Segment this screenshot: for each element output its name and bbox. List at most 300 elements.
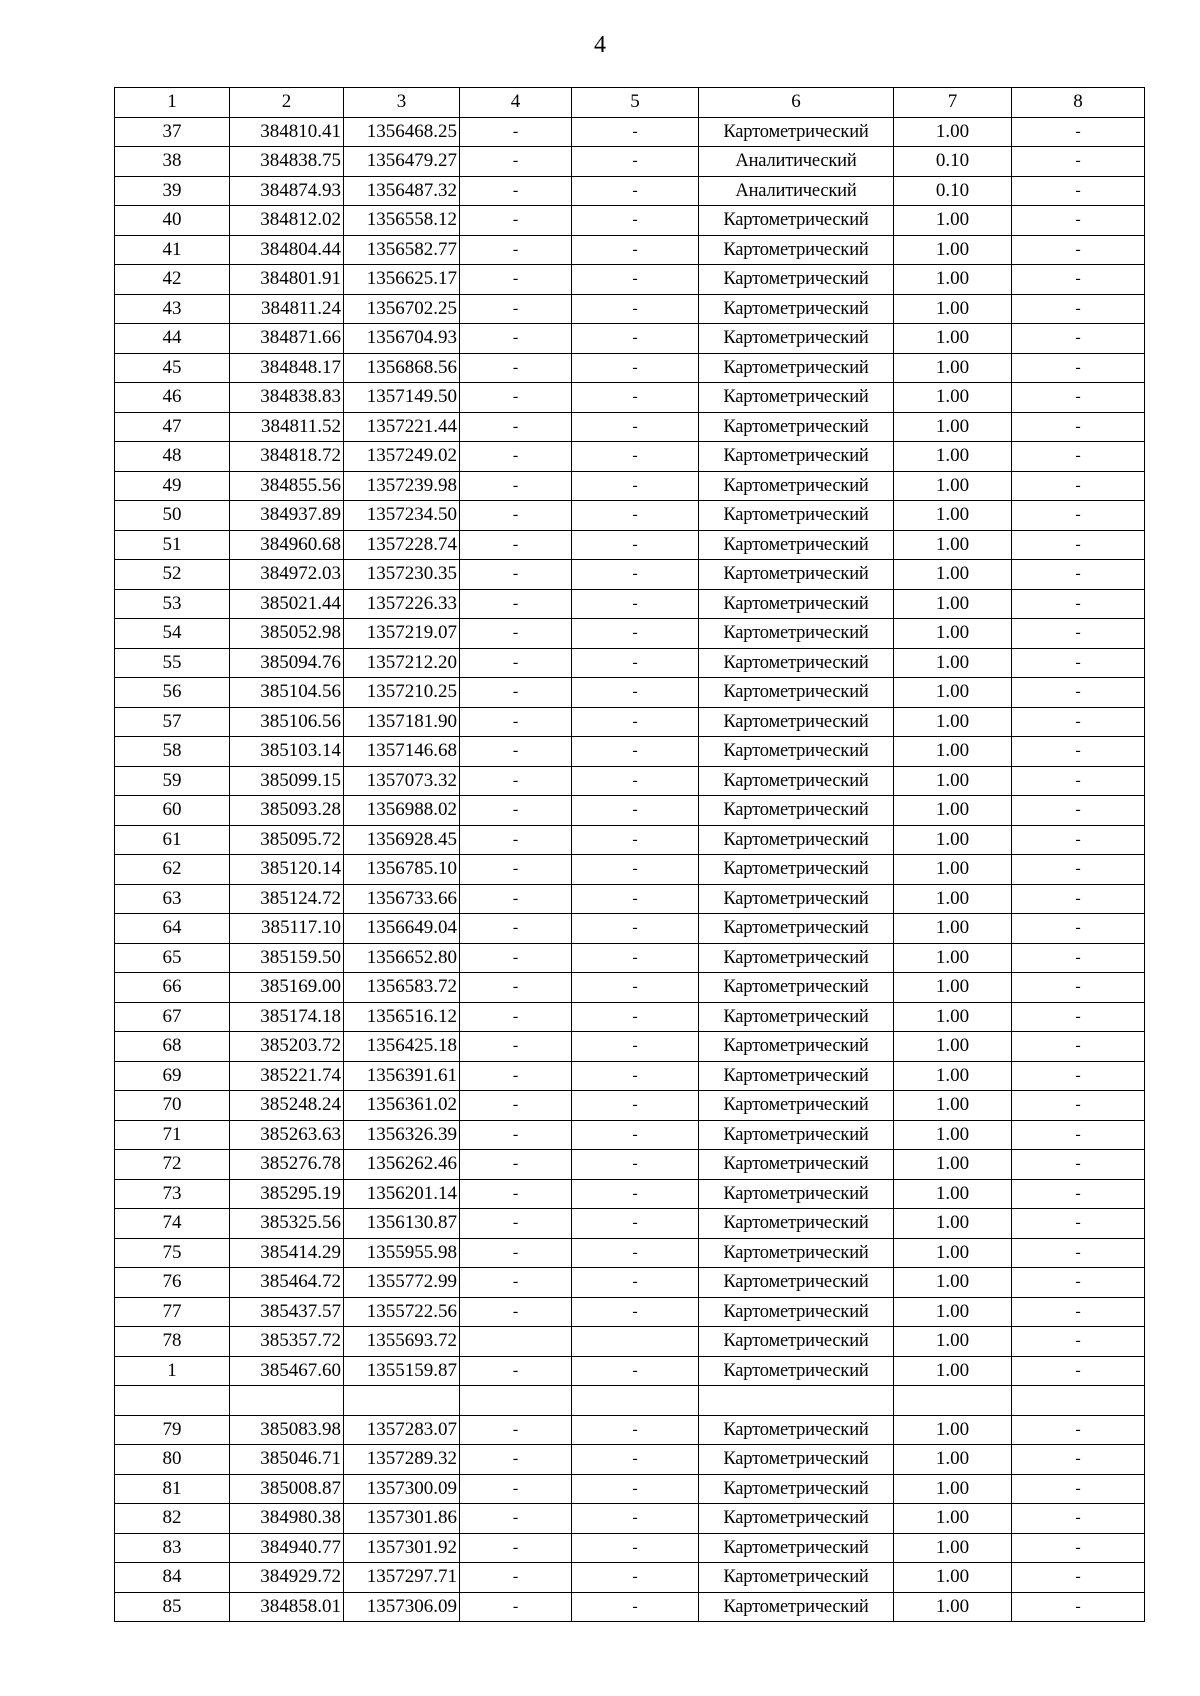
point-number-cell: 59 [115,766,230,796]
x-coordinate-cell: 385464.72 [230,1268,344,1298]
col5-cell: - [572,147,699,177]
accuracy-cell: 1.00 [894,707,1012,737]
table-row [115,235,1145,265]
col5-cell: - [572,678,699,708]
accuracy-cell: 1.00 [894,1002,1012,1032]
table-row [115,1002,1145,1032]
col4-cell: - [460,471,572,501]
point-number-cell: 63 [115,884,230,914]
col4-cell: - [460,855,572,885]
x-coordinate-cell: 385120.14 [230,855,344,885]
col5-cell: - [572,1297,699,1327]
col4-cell: - [460,442,572,472]
accuracy-cell: 1.00 [894,1061,1012,1091]
col8-cell: - [1012,1533,1145,1563]
col4-cell: - [460,648,572,678]
x-coordinate-cell: 384972.03 [230,560,344,590]
y-coordinate-cell: 1357146.68 [344,737,460,767]
point-number-cell: 68 [115,1032,230,1062]
col8-cell: - [1012,176,1145,206]
accuracy-cell: 1.00 [894,825,1012,855]
col8-cell: - [1012,206,1145,236]
method-cell: Картометрический [699,1592,894,1622]
x-coordinate-cell: 385437.57 [230,1297,344,1327]
col8-cell: - [1012,943,1145,973]
col4-cell: - [460,1002,572,1032]
point-number-cell: 79 [115,1415,230,1445]
col4-cell: - [460,206,572,236]
table-row [115,294,1145,324]
x-coordinate-cell: 384980.38 [230,1504,344,1534]
method-cell: Картометрический [699,1238,894,1268]
method-cell: Картометрический [699,1032,894,1062]
col5-cell [572,1327,699,1357]
y-coordinate-cell: 1355955.98 [344,1238,460,1268]
col5-cell: - [572,383,699,413]
point-number-cell: 54 [115,619,230,649]
accuracy-cell: 1.00 [894,1209,1012,1239]
y-coordinate-cell: 1357301.92 [344,1533,460,1563]
col8-cell: - [1012,589,1145,619]
column-header-4: 4 [460,88,572,118]
col4-cell: - [460,766,572,796]
point-number-cell: 43 [115,294,230,324]
col5-cell: - [572,1533,699,1563]
x-coordinate-cell: 385467.60 [230,1356,344,1386]
x-coordinate-cell: 385248.24 [230,1091,344,1121]
point-number-cell: 67 [115,1002,230,1032]
col4-cell: - [460,589,572,619]
y-coordinate-cell: 1357249.02 [344,442,460,472]
method-cell: Картометрический [699,1504,894,1534]
col5-cell: - [572,1179,699,1209]
col8-cell: - [1012,1327,1145,1357]
method-cell: Аналитический [699,147,894,177]
column-header-7: 7 [894,88,1012,118]
y-coordinate-cell: 1357297.71 [344,1563,460,1593]
table-row [115,766,1145,796]
col8-cell: - [1012,324,1145,354]
x-coordinate-cell: 385021.44 [230,589,344,619]
table-row [115,1327,1145,1357]
accuracy-cell: 1.00 [894,589,1012,619]
method-cell: Картометрический [699,796,894,826]
y-coordinate-cell: 1357289.32 [344,1445,460,1475]
col8-cell: - [1012,147,1145,177]
method-cell: Картометрический [699,1150,894,1180]
col8-cell: - [1012,1150,1145,1180]
column-header-8: 8 [1012,88,1145,118]
col4-cell: - [460,1297,572,1327]
x-coordinate-cell: 385117.10 [230,914,344,944]
col8-cell: - [1012,1415,1145,1445]
table-row [115,737,1145,767]
y-coordinate-cell: 1356516.12 [344,1002,460,1032]
x-coordinate-cell: 384838.75 [230,147,344,177]
y-coordinate-cell: 1356361.02 [344,1091,460,1121]
table-row [115,353,1145,383]
col5-cell: - [572,589,699,619]
y-coordinate-cell: 1357210.25 [344,678,460,708]
table-row [115,1474,1145,1504]
table-row [115,117,1145,147]
accuracy-cell: 0.10 [894,176,1012,206]
col4-cell: - [460,973,572,1003]
col5-cell: - [572,471,699,501]
point-number-cell: 44 [115,324,230,354]
table-row [115,1120,1145,1150]
method-cell: Картометрический [699,324,894,354]
col4-cell: - [460,560,572,590]
y-coordinate-cell: 1356479.27 [344,147,460,177]
method-cell: Картометрический [699,412,894,442]
col8-cell: - [1012,1061,1145,1091]
col4-cell: - [460,530,572,560]
col4-cell: - [460,1415,572,1445]
col4-cell: - [460,1150,572,1180]
col8-cell: - [1012,914,1145,944]
table-row [115,1179,1145,1209]
accuracy-cell: 1.00 [894,294,1012,324]
accuracy-cell: 1.00 [894,648,1012,678]
method-cell: Картометрический [699,943,894,973]
x-coordinate-cell: 384818.72 [230,442,344,472]
table-row [115,383,1145,413]
y-coordinate-cell: 1356785.10 [344,855,460,885]
accuracy-cell: 1.00 [894,412,1012,442]
col5-cell: - [572,176,699,206]
col5-cell: - [572,501,699,531]
y-coordinate-cell: 1357219.07 [344,619,460,649]
method-cell: Картометрический [699,1327,894,1357]
accuracy-cell: 1.00 [894,855,1012,885]
column-header-3: 3 [344,88,460,118]
point-number-cell: 64 [115,914,230,944]
accuracy-cell [894,1386,1012,1416]
col4-cell: - [460,1445,572,1475]
col5-cell: - [572,796,699,826]
col8-cell: - [1012,737,1145,767]
col5-cell: - [572,884,699,914]
method-cell: Картометрический [699,648,894,678]
col5-cell: - [572,1356,699,1386]
y-coordinate-cell: 1357226.33 [344,589,460,619]
col5-cell: - [572,117,699,147]
method-cell: Картометрический [699,1061,894,1091]
x-coordinate-cell: 385263.63 [230,1120,344,1150]
col8-cell: - [1012,235,1145,265]
point-number-cell [115,1386,230,1416]
y-coordinate-cell: 1357221.44 [344,412,460,442]
column-header-2: 2 [230,88,344,118]
method-cell: Картометрический [699,353,894,383]
accuracy-cell: 1.00 [894,235,1012,265]
point-number-cell: 56 [115,678,230,708]
y-coordinate-cell: 1357234.50 [344,501,460,531]
accuracy-cell: 1.00 [894,383,1012,413]
col4-cell: - [460,147,572,177]
col4-cell: - [460,1356,572,1386]
col5-cell: - [572,737,699,767]
accuracy-cell: 1.00 [894,501,1012,531]
y-coordinate-cell: 1356487.32 [344,176,460,206]
method-cell: Картометрический [699,855,894,885]
y-coordinate-cell: 1355693.72 [344,1327,460,1357]
col5-cell: - [572,766,699,796]
accuracy-cell: 1.00 [894,884,1012,914]
col8-cell: - [1012,855,1145,885]
col5-cell: - [572,619,699,649]
col5-cell: - [572,648,699,678]
accuracy-cell: 1.00 [894,1592,1012,1622]
accuracy-cell: 1.00 [894,796,1012,826]
x-coordinate-cell: 385103.14 [230,737,344,767]
col5-cell: - [572,1209,699,1239]
y-coordinate-cell: 1356625.17 [344,265,460,295]
col5-cell: - [572,442,699,472]
col5-cell: - [572,1504,699,1534]
y-coordinate-cell: 1356130.87 [344,1209,460,1239]
accuracy-cell: 1.00 [894,1297,1012,1327]
table-row [115,707,1145,737]
col8-cell: - [1012,796,1145,826]
col8-cell: - [1012,1268,1145,1298]
table-row [115,442,1145,472]
col4-cell: - [460,914,572,944]
col5-cell [572,1386,699,1416]
col8-cell: - [1012,265,1145,295]
col4-cell [460,1386,572,1416]
point-number-cell: 66 [115,973,230,1003]
y-coordinate-cell: 1356468.25 [344,117,460,147]
col4-cell: - [460,353,572,383]
point-number-cell: 42 [115,265,230,295]
table-row [115,1297,1145,1327]
method-cell: Картометрический [699,1563,894,1593]
accuracy-cell: 1.00 [894,1091,1012,1121]
col8-cell: - [1012,560,1145,590]
accuracy-cell: 1.00 [894,766,1012,796]
point-number-cell: 70 [115,1091,230,1121]
x-coordinate-cell: 384871.66 [230,324,344,354]
x-coordinate-cell: 385095.72 [230,825,344,855]
point-number-cell: 37 [115,117,230,147]
accuracy-cell: 1.00 [894,442,1012,472]
x-coordinate-cell: 385093.28 [230,796,344,826]
col8-cell: - [1012,1120,1145,1150]
x-coordinate-cell: 385357.72 [230,1327,344,1357]
col4-cell: - [460,176,572,206]
method-cell: Картометрический [699,825,894,855]
col4-cell: - [460,1268,572,1298]
col5-cell: - [572,1563,699,1593]
x-coordinate-cell: 384929.72 [230,1563,344,1593]
accuracy-cell: 0.10 [894,147,1012,177]
col8-cell: - [1012,294,1145,324]
x-coordinate-cell: 384812.02 [230,206,344,236]
x-coordinate-cell: 385052.98 [230,619,344,649]
point-number-cell: 82 [115,1504,230,1534]
table-row [115,1091,1145,1121]
col4-cell: - [460,619,572,649]
x-coordinate-cell: 384804.44 [230,235,344,265]
col8-cell: - [1012,1445,1145,1475]
method-cell: Картометрический [699,589,894,619]
accuracy-cell: 1.00 [894,206,1012,236]
method-cell: Картометрический [699,678,894,708]
table-row [115,973,1145,1003]
col5-cell: - [572,1268,699,1298]
table-row [115,1268,1145,1298]
accuracy-cell: 1.00 [894,324,1012,354]
col4-cell: - [460,383,572,413]
method-cell: Картометрический [699,501,894,531]
y-coordinate-cell: 1356988.02 [344,796,460,826]
col4-cell: - [460,796,572,826]
method-cell: Картометрический [699,235,894,265]
col4-cell: - [460,235,572,265]
col5-cell: - [572,825,699,855]
col5-cell: - [572,1474,699,1504]
point-number-cell: 53 [115,589,230,619]
col5-cell: - [572,1061,699,1091]
page-number: 4 [594,32,606,58]
point-number-cell: 39 [115,176,230,206]
method-cell: Картометрический [699,884,894,914]
x-coordinate-cell: 384940.77 [230,1533,344,1563]
col4-cell: - [460,884,572,914]
point-number-cell: 55 [115,648,230,678]
accuracy-cell: 1.00 [894,265,1012,295]
table-row [115,265,1145,295]
accuracy-cell: 1.00 [894,678,1012,708]
y-coordinate-cell: 1356704.93 [344,324,460,354]
x-coordinate-cell: 384811.52 [230,412,344,442]
table-row [115,1209,1145,1239]
method-cell: Картометрический [699,1091,894,1121]
table-row [115,1356,1145,1386]
point-number-cell: 48 [115,442,230,472]
point-number-cell: 85 [115,1592,230,1622]
accuracy-cell: 1.00 [894,1238,1012,1268]
table-row [115,678,1145,708]
y-coordinate-cell: 1356583.72 [344,973,460,1003]
y-coordinate-cell: 1356425.18 [344,1032,460,1062]
x-coordinate-cell: 385159.50 [230,943,344,973]
point-number-cell: 77 [115,1297,230,1327]
col4-cell: - [460,1091,572,1121]
point-number-cell: 69 [115,1061,230,1091]
method-cell: Картометрический [699,1474,894,1504]
point-number-cell: 76 [115,1268,230,1298]
y-coordinate-cell: 1356868.56 [344,353,460,383]
col8-cell: - [1012,442,1145,472]
point-number-cell: 49 [115,471,230,501]
col8-cell: - [1012,825,1145,855]
table-row [115,943,1145,973]
coordinates-table [114,87,1145,1622]
col8-cell: - [1012,501,1145,531]
accuracy-cell: 1.00 [894,1533,1012,1563]
col8-cell: - [1012,471,1145,501]
col5-cell: - [572,973,699,1003]
col8-cell: - [1012,1179,1145,1209]
accuracy-cell: 1.00 [894,1415,1012,1445]
col8-cell: - [1012,1032,1145,1062]
col8-cell: - [1012,1592,1145,1622]
col8-cell: - [1012,1002,1145,1032]
col4-cell: - [460,707,572,737]
method-cell: Картометрический [699,1297,894,1327]
col8-cell: - [1012,766,1145,796]
y-coordinate-cell: 1357228.74 [344,530,460,560]
y-coordinate-cell: 1357181.90 [344,707,460,737]
col4-cell: - [460,117,572,147]
y-coordinate-cell: 1356649.04 [344,914,460,944]
col4-cell: - [460,1238,572,1268]
x-coordinate-cell: 384811.24 [230,294,344,324]
col8-cell: - [1012,1474,1145,1504]
y-coordinate-cell: 1355722.56 [344,1297,460,1327]
col4-cell: - [460,1120,572,1150]
point-number-cell: 71 [115,1120,230,1150]
y-coordinate-cell: 1356652.80 [344,943,460,973]
col8-cell: - [1012,1504,1145,1534]
col8-cell: - [1012,619,1145,649]
accuracy-cell: 1.00 [894,1504,1012,1534]
column-header-5: 5 [572,88,699,118]
col4-cell: - [460,737,572,767]
point-number-cell: 57 [115,707,230,737]
point-number-cell: 46 [115,383,230,413]
col8-cell: - [1012,1297,1145,1327]
col8-cell: - [1012,884,1145,914]
x-coordinate-cell: 385124.72 [230,884,344,914]
x-coordinate-cell: 385276.78 [230,1150,344,1180]
col4-cell: - [460,1179,572,1209]
point-number-cell: 84 [115,1563,230,1593]
table-row [115,1238,1145,1268]
point-number-cell: 83 [115,1533,230,1563]
col5-cell: - [572,1415,699,1445]
y-coordinate-cell: 1357300.09 [344,1474,460,1504]
col4-cell: - [460,678,572,708]
point-number-cell: 41 [115,235,230,265]
col4-cell: - [460,265,572,295]
method-cell: Картометрический [699,1356,894,1386]
col4-cell [460,1327,572,1357]
point-number-cell: 58 [115,737,230,767]
x-coordinate-cell: 384937.89 [230,501,344,531]
col8-cell: - [1012,707,1145,737]
accuracy-cell: 1.00 [894,1032,1012,1062]
method-cell: Картометрический [699,619,894,649]
method-cell: Картометрический [699,766,894,796]
method-cell: Картометрический [699,265,894,295]
accuracy-cell: 1.00 [894,1474,1012,1504]
col4-cell: - [460,1209,572,1239]
column-header-1: 1 [115,88,230,118]
table-row [115,648,1145,678]
method-cell: Картометрический [699,1533,894,1563]
method-cell: Картометрический [699,1415,894,1445]
method-cell: Картометрический [699,1268,894,1298]
col8-cell: - [1012,1563,1145,1593]
method-cell [699,1386,894,1416]
accuracy-cell: 1.00 [894,1150,1012,1180]
table-row [115,324,1145,354]
col4-cell: - [460,1061,572,1091]
